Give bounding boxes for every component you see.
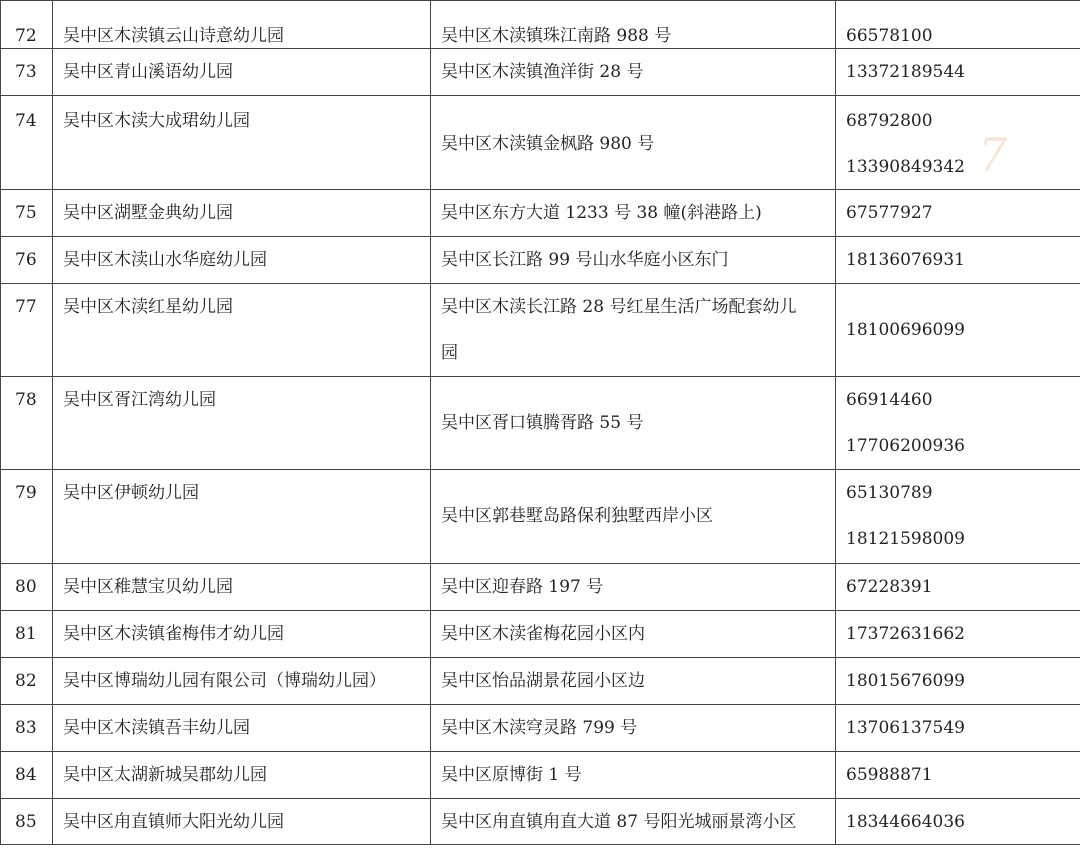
address: 吴中区木渎镇渔洋街 28 号 bbox=[431, 49, 836, 96]
phone: 18100696099 bbox=[836, 284, 1080, 377]
table-row bbox=[1, 190, 1080, 237]
phone: 66914460 bbox=[846, 390, 933, 410]
phone: 18015676099 bbox=[836, 658, 1080, 705]
address: 吴中区木渎穹灵路 799 号 bbox=[431, 705, 836, 752]
phone: 18344664036 bbox=[836, 799, 1080, 845]
address: 吴中区东方大道 1233 号 38 幢(斜港路上) bbox=[431, 190, 836, 237]
row-number: 72 bbox=[1, 1, 53, 49]
table-row bbox=[1, 611, 1080, 658]
page-number-watermark: 7 bbox=[978, 128, 1008, 182]
phone: 65988871 bbox=[836, 752, 1080, 799]
table-row bbox=[1, 377, 1080, 470]
kindergarten-name: 吴中区稚慧宝贝幼儿园 bbox=[53, 564, 431, 611]
address: 吴中区郭巷墅岛路保利独墅西岸小区 bbox=[431, 470, 836, 564]
phone-list bbox=[836, 96, 1080, 190]
address-line: 园 bbox=[441, 343, 458, 363]
phone: 13390849342 bbox=[846, 157, 965, 177]
row-number: 85 bbox=[1, 799, 53, 845]
row-number: 75 bbox=[1, 190, 53, 237]
address: 吴中区怡品湖景花园小区边 bbox=[431, 658, 836, 705]
phone: 67577927 bbox=[836, 190, 1080, 237]
table-row bbox=[1, 1, 1080, 49]
kindergarten-name: 吴中区木渎山水华庭幼儿园 bbox=[53, 237, 431, 284]
phone: 65130789 bbox=[846, 483, 933, 503]
row-number: 81 bbox=[1, 611, 53, 658]
table-row bbox=[1, 49, 1080, 96]
row-number: 76 bbox=[1, 237, 53, 284]
address bbox=[431, 284, 836, 377]
row-number: 74 bbox=[1, 96, 53, 190]
kindergarten-name: 吴中区木渎镇雀梅伟才幼儿园 bbox=[53, 611, 431, 658]
table-row bbox=[1, 470, 1080, 564]
phone: 13372189544 bbox=[836, 49, 1080, 96]
table-row bbox=[1, 752, 1080, 799]
table-row bbox=[1, 705, 1080, 752]
row-number: 84 bbox=[1, 752, 53, 799]
phone-list bbox=[836, 377, 1080, 470]
row-number: 73 bbox=[1, 49, 53, 96]
phone: 17706200936 bbox=[846, 436, 965, 456]
phone: 13706137549 bbox=[836, 705, 1080, 752]
table-row bbox=[1, 658, 1080, 705]
row-number: 82 bbox=[1, 658, 53, 705]
kindergarten-name: 吴中区木渎大成珺幼儿园 bbox=[53, 96, 431, 190]
kindergarten-name: 吴中区木渎红星幼儿园 bbox=[53, 284, 431, 377]
row-number: 79 bbox=[1, 470, 53, 564]
table-row bbox=[1, 799, 1080, 845]
phone: 67228391 bbox=[836, 564, 1080, 611]
address: 吴中区甪直镇甪直大道 87 号阳光城丽景湾小区 bbox=[431, 799, 836, 845]
phone-list bbox=[836, 470, 1080, 564]
address: 吴中区木渎镇金枫路 980 号 bbox=[431, 96, 836, 190]
row-number: 80 bbox=[1, 564, 53, 611]
phone: 68792800 bbox=[846, 111, 933, 131]
phone: 18121598009 bbox=[846, 529, 965, 549]
address: 吴中区长江路 99 号山水华庭小区东门 bbox=[431, 237, 836, 284]
table-row bbox=[1, 564, 1080, 611]
kindergarten-name: 吴中区太湖新城吴郡幼儿园 bbox=[53, 752, 431, 799]
kindergarten-name: 吴中区伊顿幼儿园 bbox=[53, 470, 431, 564]
kindergarten-name: 吴中区胥江湾幼儿园 bbox=[53, 377, 431, 470]
phone: 66578100 bbox=[836, 1, 1080, 49]
address: 吴中区原博街 1 号 bbox=[431, 752, 836, 799]
kindergarten-name: 吴中区青山溪语幼儿园 bbox=[53, 49, 431, 96]
row-number: 78 bbox=[1, 377, 53, 470]
kindergarten-name: 吴中区博瑞幼儿园有限公司（博瑞幼儿园） bbox=[53, 658, 431, 705]
kindergarten-name: 吴中区木渎镇吾丰幼儿园 bbox=[53, 705, 431, 752]
address-line: 吴中区木渎长江路 28 号红星生活广场配套幼儿 bbox=[441, 297, 797, 317]
kindergarten-name: 吴中区湖墅金典幼儿园 bbox=[53, 190, 431, 237]
table-row bbox=[1, 237, 1080, 284]
address: 吴中区木渎镇珠江南路 988 号 bbox=[431, 1, 836, 49]
kindergarten-name: 吴中区木渎镇云山诗意幼儿园 bbox=[53, 1, 431, 49]
table-row bbox=[1, 96, 1080, 190]
phone: 17372631662 bbox=[836, 611, 1080, 658]
address: 吴中区木渎雀梅花园小区内 bbox=[431, 611, 836, 658]
row-number: 77 bbox=[1, 284, 53, 377]
kindergarten-name: 吴中区甪直镇师大阳光幼儿园 bbox=[53, 799, 431, 845]
table-row bbox=[1, 284, 1080, 377]
row-number: 83 bbox=[1, 705, 53, 752]
address: 吴中区迎春路 197 号 bbox=[431, 564, 836, 611]
address: 吴中区胥口镇腾胥路 55 号 bbox=[431, 377, 836, 470]
phone: 18136076931 bbox=[836, 237, 1080, 284]
